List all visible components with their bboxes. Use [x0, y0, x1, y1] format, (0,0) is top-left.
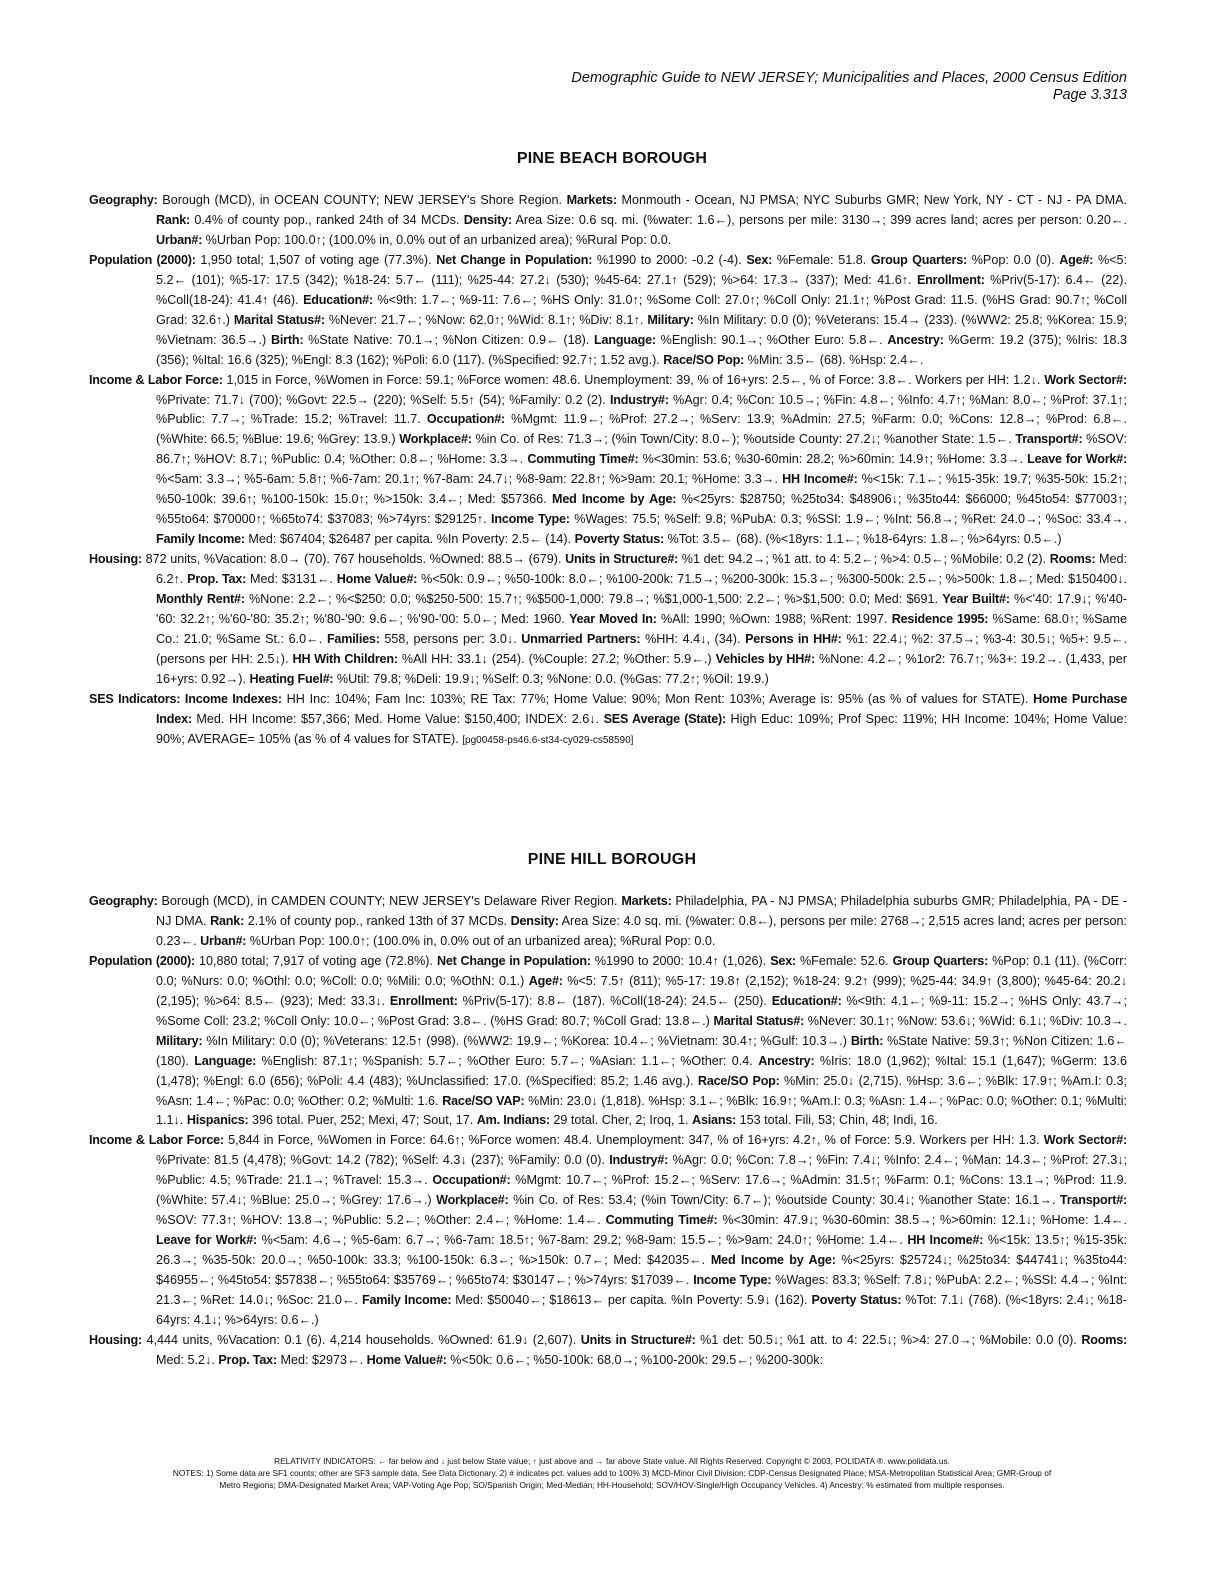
- header-page-number: Page 3.313: [1052, 87, 1127, 103]
- footer-notes: [95, 1455, 1129, 1491]
- geography-paragraph: Geography: Borough (MCD), in OCEAN COUNTY; NEW JERSEY's Shore Region. Markets: Monmouth - Ocean, NJ PMSA; NYC Suburbs GMR; New York, NY - CT - NJ - PA DMA. Rank: 0.4% of county pop., ranked 24th of 34 MCDs. Density: Area Size: 0.6 sq. mi. (%water: 1.6←), persons per mile: 3130→; 399 acres land; acres per person: 0.20←. Urban#: %Urban Pop: 100.0↑; (100.0% in, 0.0% out of an urbanized area); %Rural Pop: 0.0.: [89, 193, 1127, 247]
- housing-paragraph: Housing: 872 units, %Vacation: 8.0→ (70). 767 households. %Owned: 88.5→ (679). Units in Structure#: %1 det: 94.2→; %1 att. to 4: 5.2←; %>4: 0.5←; %Mobile: 0.2 (2). Rooms: Med: 6.2↑. Prop. Tax: Med: $3131←. Home Value#: %<50k: 0.9←; %50-100k: 8.0←; %100-200k: 71.5→; %200-300k: 15.3←; %300-500k: 2.5←; %>500k: 1.8←; Med: $150400↓. Monthly Rent#: %None: 2.2←; %<$250: 0.0; %$250-500: 15.7↑; %$500-1,000: 79.8→; %$1,000-1,500: 2.2←; %>$1,500: 0.0; Med: $691. Year Built#: %<'40: 17.9↓; %'40-'60: 32.2↑; %'60-'80: 35.2↑; %'80-'90: 9.6←; %'90-'00: 5.0←; Med: 1960. Year Moved In: %All: 1990; %Own: 1988; %Rent: 1997. Residence 1995: %Same: 68.0↑; %Same Co.: 21.0; %Same St.: 6.0←. Families: 558, persons per: 3.0↓. Unmarried Partners: %HH: 4.4↓, (34). Persons in HH#: %1: 22.4↓; %2: 37.5→; %3-4: 30.5↓; %5+: 9.5←. (persons per HH: 2.5↓). HH With Children: %All HH: 33.1↓ (254). (%Couple: 27.2; %Other: 5.9←.) Vehicles by HH#: %None: 4.2←; %1or2: 76.7↑; %3+: 19.2→. (1,433, per 16+yrs: 0.92→). Heating Fuel#: %Util: 79.8; %Deli: 19.9↓; %Self: 0.3; %None: 0.0. (%Gas: 77.2↑; %Oil: 19.9.): [89, 552, 1128, 686]
- housing-paragraph: Housing: 4,444 units, %Vacation: 0.1 (6). 4,214 households. %Owned: 61.9↓ (2,607). Units in Structure#: %1 det: 50.5↓; %1 att. to 4: 22.5↓; %>4: 27.0→; %Mobile: 0.0 (0). Rooms: Med: 5.2↓. Prop. Tax: Med: $2973←. Home Value#: %<50k: 0.6←; %50-100k: 68.0→; %100-200k: 29.5←; %200-300k:: [89, 1332, 1127, 1367]
- section-title-pine-beach: PINE BEACH BOROUGH: [516, 150, 708, 167]
- geography-paragraph: Geography: Borough (MCD), in CAMDEN COUNTY; NEW JERSEY's Delaware River Region. Markets: Philadelphia, PA - NJ PMSA; Philadelphia suburbs GMR; Philadelphia, PA - DE - NJ DMA. Rank: 2.1% of county pop., ranked 13th of 37 MCDs. Density: Area Size: 4.0 sq. mi. (%water: 0.8←), persons per mile: 2768→; 2,515 acres land; acres per person: 0.23←. Urban#: %Urban Pop: 100.0↑; (100.0% in, 0.0% out of an urbanized area); %Rural Pop: 0.0.: [89, 894, 1127, 948]
- page-id: [pg00458-ps46.6-st34-cy029-cs58590]: [462, 734, 634, 746]
- population-paragraph: Population (2000): 10,880 total; 7,917 of voting age (72.8%). Net Change in Population: %1990 to 2000: 10.4↑ (1,026). Sex: %Female: 52.6. Group Quarters: %Pop: 0.1 (11). (%Corr: 0.0; %Nurs: 0.0; %Othl: 0.0; %Coll: 0.0; %Mili: 0.0; %OthN: 0.1.) Age#: %<5: 7.5↑ (811); %5-17: 19.8↑ (2,152); %18-24: 9.2↑ (999); %25-44: 34.9↑ (3,800); %45-64: 20.2↓ (2,195); %>64: 8.5← (923); Med: 33.3↓. Enrollment: %Priv(5-17): 8.8← (187). %Coll(18-24): 24.5← (250). Education#: %<9th: 4.1←; %9-11: 15.2→; %HS Only: 43.7→; %Some Coll: 23.2; %Coll Only: 10.0←; %Post Grad: 3.8←. (%HS Grad: 80.7; %Coll Grad: 13.8←.) Marital Status#: %Never: 30.1↑; %Now: 53.6↓; %Wid: 6.1↓; %Div: 10.3→. Military: %In Military: 0.0 (0); %Veterans: 12.5↑ (998). (%WW2: 19.9←; %Korea: 10.4←; %Vietnam: 30.4↑; %Gulf: 10.3→.) Birth: %State Native: 59.3↑; %Non Citizen: 1.6← (180). Language: %English: 87.1↑; %Spanish: 5.7←; %Other Euro: 5.7←; %Asian: 1.1←; %Other: 0.4. Ancestry: %Iris: 18.0 (1,962); %Ital: 15.1 (1,647); %Germ: 13.6 (1,478); %Engl: 6.0 (656); %Poli: 4.4 (483); %Unclassified: 17.0. (%Specified: 85.2; 1.46 avg.). Race/SO Pop: %Min: 25.0↓ (2,715). %Hsp: 3.6←; %Blk: 17.9↑; %Am.I: 0.3; %Asn: 1.4←; %Pac: 0.0; %Other: 0.2; %Multi: 1.6. Race/SO VAP: %Min: 23.0↓ (1,818). %Hsp: 3.1←; %Blk: 16.9↑; %Am.I: 0.3; %Asn: 1.4←; %Pac: 0.0; %Other: 0.1; %Multi: 1.1↓. Hispanics: 396 total. Puer, 252; Mexi, 47; Sout, 17. Am. Indians: 29 total. Cher, 2; Iroq, 1. Asians: 153 total. Fili, 53; Chin, 48; Indi, 16.: [89, 953, 1128, 1128]
- section-pine-beach: [89, 191, 1127, 751]
- income-paragraph: Income & Labor Force: 1,015 in Force, %Women in Force: 59.1; %Force women: 48.6. Unemployment: 39, % of 16+yrs: 2.5←, % of Force: 3.8←. Workers per HH: 1.2↓. Work Sector#: %Private: 71.7↓ (700); %Govt: 22.5→ (220); %Self: 5.5↑ (54); %Family: 0.2 (2). Industry#: %Agr: 0.4; %Con: 10.5→; %Fin: 4.8←; %Info: 4.7↑; %Man: 8.0←; %Prof: 37.1↑; %Public: 7.7→; %Trade: 15.2; %Travel: 11.7. Occupation#: %Mgmt: 11.9←; %Prof: 27.2→; %Serv: 13.9; %Admin: 27.5; %Farm: 0.0; %Cons: 12.8→; %Prod: 6.8←. (%White: 66.5; %Blue: 19.6; %Grey: 13.9.) Workplace#: %in Co. of Res: 71.3→; (%in Town/City: 8.0←); %outside County: 27.2↓; %another State: 1.5←. Transport#: %SOV: 86.7↑; %HOV: 8.7↓; %Public: 0.4; %Other: 0.8←; %Home: 3.3→. Commuting Time#: %<30min: 53.6; %30-60min: 28.2; %>60min: 14.9↑; %Home: 3.3→. Leave for Work#: %<5am: 3.3→; %5-6am: 5.8↑; %6-7am: 20.1↑; %7-8am: 24.7↓; %8-9am: 22.8↑; %>9am: 20.1; %Home: 3.3→. HH Income#: %<15k: 7.1←; %15-35k: 19.7; %35-50k: 15.2↑; %50-100k: 39.6↑; %100-150k: 15.0↑; %>150k: 3.4←; Med: $57366. Med Income by Age: %<25yrs: $28750; %25to34: $48906↓; %35to44: $66000; %45to54: $77003↑; %55to64: $70000↑; %65to74: $37083; %>74yrs: $29125↑. Income Type: %Wages: 75.5; %Self: 9.8; %PubA: 0.3; %SSI: 1.9←; %Int: 56.8→; %Ret: 24.0→; %Soc: 33.4→. Family Income: Med: $67404; $26487 per capita. %In Poverty: 2.5← (14). Poverty Status: %Tot: 3.5← (68). (%<18yrs: 1.1←; %18-64yrs: 1.8←; %>64yrs: 0.5←.): [89, 372, 1128, 547]
- relativity-indicators: RELATIVITY INDICATORS: ← far below and ↓ just below State value; ↑ just above and → far above State value. All Rights Reserved. Copyright © 2003, POLIDATA ®. www.polidata.us.: [274, 1456, 950, 1466]
- notes-line-2: Metro Regions; DMA-Designated Market Area; VAP-Voting Age Pop; SO/Spanish Origin; Med-Median; HH-Household; SOV/HOV-Single/High Occupancy Vehicles. 4) Ancestry: % estimated from multiple responses.: [219, 1480, 1005, 1490]
- population-paragraph: Population (2000): 1,950 total; 1,507 of voting age (77.3%). Net Change in Population: %1990 to 2000: -0.2 (-4). Sex: %Female: 51.8. Group Quarters: %Pop: 0.0 (0). Age#: %<5: 5.2← (101); %5-17: 17.5 (342); %18-24: 5.7← (111); %25-44: 27.2↓ (530); %45-64: 27.1↑ (529); %>64: 17.3→ (337); Med: 41.6↑. Enrollment: %Priv(5-17): 6.4← (22). %Coll(18-24): 41.4↑ (46). Education#: %<9th: 1.7←; %9-11: 7.6←; %HS Only: 31.0↑; %Some Coll: 27.0↑; %Coll Only: 21.1↑; %Post Grad: 11.5. (%HS Grad: 90.7↑; %Coll Grad: 32.6↑.) Marital Status#: %Never: 21.7←; %Now: 62.0↑; %Wid: 8.1↑; %Div: 8.1↑. Military: %In Military: 0.0 (0); %Veterans: 15.4→ (233). (%WW2: 25.8; %Korea: 15.9; %Vietnam: 36.5→.) Birth: %State Native: 70.1→; %Non Citizen: 0.9← (18). Language: %English: 90.1→; %Other Euro: 5.8←. Ancestry: %Germ: 19.2 (375); %Iris: 18.3 (356); %Ital: 16.6 (325); %Engl: 8.3 (162); %Poli: 6.0 (117). (%Specified: 92.7↑; 1.52 avg.). Race/SO Pop: %Min: 3.5← (68). %Hsp: 2.4←.: [89, 252, 1128, 367]
- section-pine-hill: [89, 892, 1127, 1371]
- running-header: [571, 70, 1127, 104]
- ses-paragraph: SES Indicators: Income Indexes: HH Inc: 104%; Fam Inc: 103%; RE Tax: 77%; Home Value: 90%; Mon Rent: 103%; Average is: 95% (as % of values for STATE). Home Purchase Index: Med. HH Income: $57,366; Med. Home Value: $150,400; INDEX: 2.6↓. SES Average (State): High Educ: 109%; Prof Spec: 119%; HH Income: 104%; Home Value: 90%; AVERAGE= 105% (as % of 4 values for STATE). [pg00458-ps46.6-st34-cy029-cs58590]: [89, 691, 1128, 746]
- income-paragraph: Income & Labor Force: 5,844 in Force, %Women in Force: 64.6↑; %Force women: 48.4. Unemployment: 347, % of 16+yrs: 4.2↑, % of Force: 5.9. Workers per HH: 1.3. Work Sector#: %Private: 81.5 (4,478); %Govt: 14.2 (782); %Self: 4.3↓ (237); %Family: 0.0 (0). Industry#: %Agr: 0.0; %Con: 7.8→; %Fin: 7.4↓; %Info: 2.4←; %Man: 14.3←; %Prof: 27.3↓; %Public: 4.5; %Trade: 21.1→; %Travel: 15.3→. Occupation#: %Mgmt: 10.7←; %Prof: 15.2←; %Serv: 17.6→; %Admin: 31.5↑; %Farm: 0.1; %Cons: 13.1→; %Prod: 11.9. (%White: 57.4↓; %Blue: 25.0→; %Grey: 17.6→.) Workplace#: %in Co. of Res: 53.4; (%in Town/City: 6.7←); %outside County: 30.4↓; %another State: 16.1→. Transport#: %SOV: 77.3↑; %HOV: 13.8→; %Public: 5.2←; %Other: 2.4←; %Home: 1.4←. Commuting Time#: %<30min: 47.9↓; %30-60min: 38.5→; %>60min: 12.1↓; %Home: 1.4←. Leave for Work#: %<5am: 4.6→; %5-6am: 6.7→; %6-7am: 18.5↑; %7-8am: 29.2; %8-9am: 15.5←; %>9am: 24.0↑; %Home: 1.4←. HH Income#: %<15k: 13.5↑; %15-35k: 26.3→; %35-50k: 20.0→; %50-100k: 33.3; %100-150k: 6.3←; %>150k: 0.7←; Med: $42035←. Med Income by Age: %<25yrs: $25724↓; %25to34: $44741↓; %35to44: $46955←; %45to54: $57838←; %55to64: $35769←; %65to74: $30147←; %>74yrs: $17039←. Income Type: %Wages: 83.3; %Self: 7.8↓; %PubA: 2.2←; %SSI: 4.4→; %Int: 21.3←; %Ret: 14.0↓; %Soc: 21.0←. Family Income: Med: $50040←; $18613← per capita. %In Poverty: 5.9↓ (162). Poverty Status: %Tot: 7.1↓ (768). (%<18yrs: 2.4↓; %18-64yrs: 4.1↓; %>64yrs: 0.6←.): [89, 1133, 1128, 1328]
- header-title: Demographic Guide to NEW JERSEY; Municipalities and Places, 2000 Census Edition: [571, 70, 1127, 86]
- notes-line-1: NOTES: 1) Some data are SF1 counts; other are SF3 sample data. See Data Dictionary. 2) # indicates pct. values add to 100% 3) MCD-Minor Civil Division; CDP-Census Designated Place; MSA-Metropolitan Statistical Area; GMR-Group of: [172, 1468, 1052, 1478]
- section-title-pine-hill: PINE HILL BOROUGH: [527, 851, 697, 868]
